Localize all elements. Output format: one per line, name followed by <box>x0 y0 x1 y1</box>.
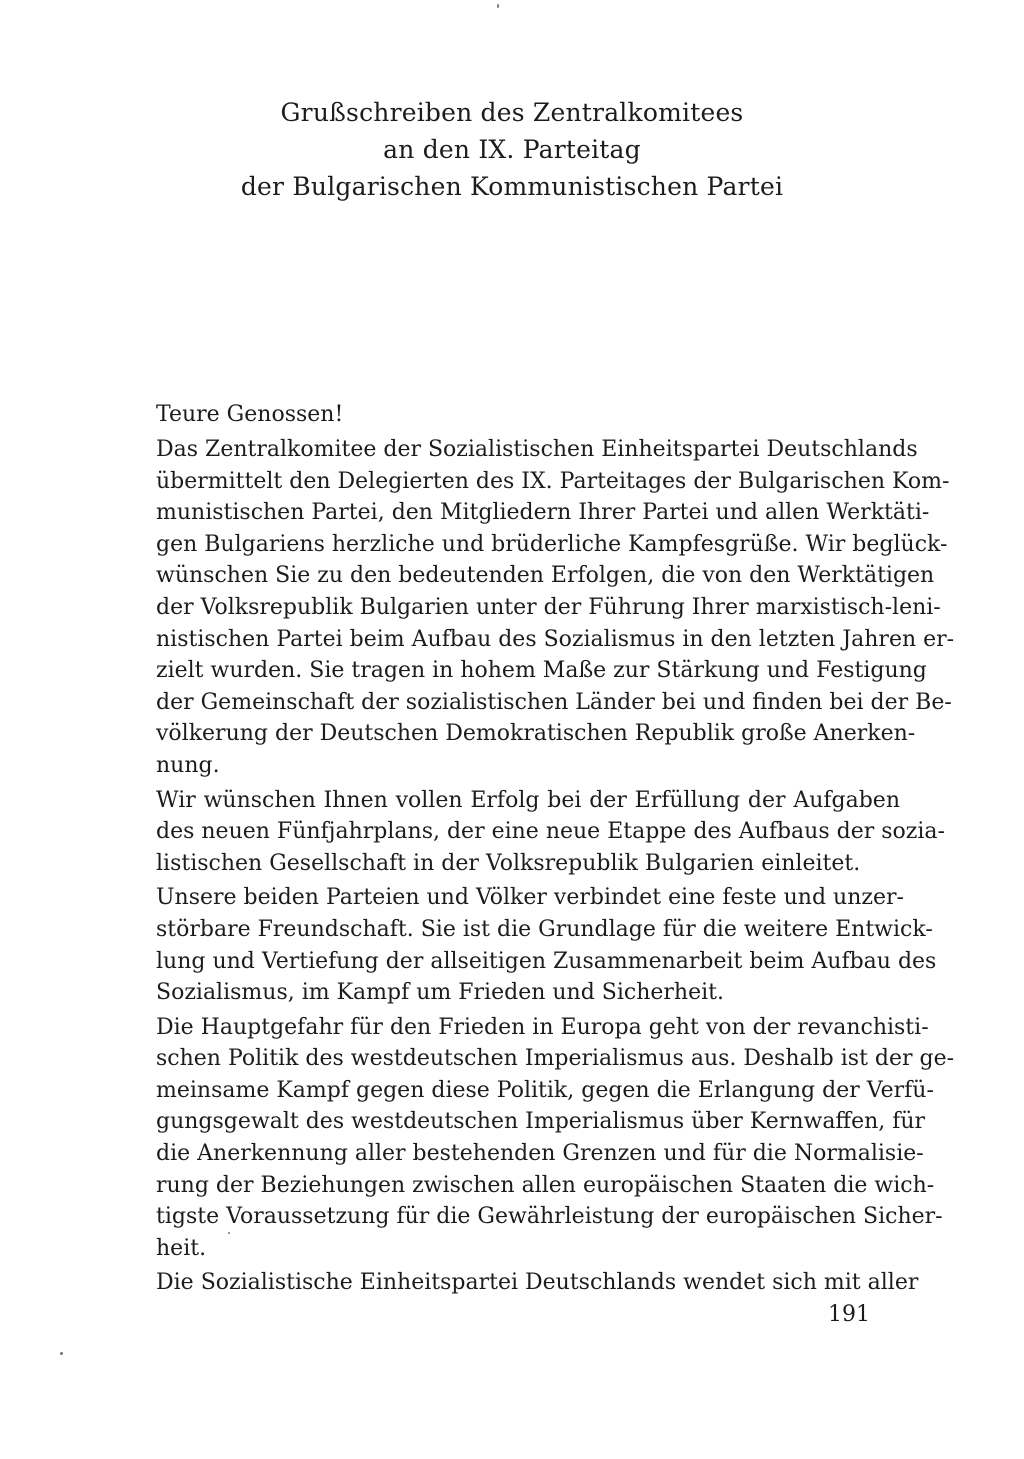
text-line: munistischen Partei, den Mitgliedern Ihrer Partei und allen Werktäti- <box>156 500 930 526</box>
page-title <box>0 94 1024 205</box>
scan-speck <box>60 1352 63 1355</box>
text-line: Das Zentralkomitee der Sozialistischen Einheitspartei Deutschlands <box>156 437 918 462</box>
text-line: lung und Vertiefung der allseitigen Zusammenarbeit beim Aufbau des <box>156 948 937 974</box>
text-line: schen Politik des westdeutschen Imperialismus aus. Deshalb ist der ge- <box>156 1046 955 1072</box>
paragraph <box>156 434 955 782</box>
text-line: tigste Voraussetzung für die Gewährleistung der europäischen Sicher- <box>156 1204 943 1230</box>
paragraph <box>156 882 937 1008</box>
text-line: heit. <box>156 1235 207 1261</box>
scan-speck <box>497 4 499 8</box>
text-line: zielt wurden. Sie tragen in hohem Maße zur Stärkung und Festigung <box>156 658 927 684</box>
salutation-text: Teure Genossen! <box>156 402 344 427</box>
text-line: Sozialismus, im Kampf um Frieden und Sicherheit. <box>156 980 724 1006</box>
text-line: rung der Beziehungen zwischen allen europäischen Staaten die wich- <box>156 1172 935 1198</box>
text-line: der Gemeinschaft der sozialistischen Länder bei und finden bei der Be- <box>156 689 952 715</box>
text-line: die Anerkennung aller bestehenden Grenzen und für die Normalisie- <box>156 1141 924 1167</box>
text-line: der Volksrepublik Bulgarien unter der Führung Ihrer marxistisch-leni- <box>156 594 941 620</box>
text-line: Unsere beiden Parteien und Völker verbindet eine feste und unzer- <box>156 885 904 911</box>
text-line: meinsame Kampf gegen diese Politik, gegen die Erlangung der Verfü- <box>156 1077 934 1103</box>
title-line: der Bulgarischen Kommunistischen Partei <box>240 172 784 201</box>
text-line: des neuen Fünfjahrplans, der eine neue Etappe des Aufbaus der sozia- <box>156 819 945 845</box>
page-number: 191 <box>828 1302 870 1327</box>
text-line: listischen Gesellschaft in der Volksrepublik Bulgarien einleitet. <box>156 850 861 876</box>
title-line: Grußschreiben des Zentralkomitees <box>280 98 744 127</box>
text-line: Die Sozialistische Einheitspartei Deutschlands wendet sich mit aller <box>156 1270 919 1296</box>
text-line: Wir wünschen Ihnen vollen Erfolg bei der Erfüllung der Aufgaben <box>156 787 900 813</box>
text-line: gen Bulgariens herzliche und brüderliche Kampfesgrüße. Wir beglück- <box>156 531 948 557</box>
paragraph <box>156 785 945 880</box>
paragraph <box>156 1267 919 1299</box>
text-line: nung. <box>156 752 220 778</box>
text-line: übermittelt den Delegierten des IX. Parteitages der Bulgarischen Kom- <box>156 468 950 494</box>
letter-body <box>156 434 955 1299</box>
salutation <box>156 399 900 431</box>
text-line: gungsgewalt des westdeutschen Imperialismus über Kernwaffen, für <box>156 1109 926 1135</box>
paragraph <box>156 1012 955 1265</box>
scan-speck <box>228 1232 230 1234</box>
title-line: an den IX. Parteitag <box>383 135 641 164</box>
text-line: nistischen Partei beim Aufbau des Sozialismus in den letzten Jahren er- <box>156 626 955 652</box>
text-line: wünschen Sie zu den bedeutenden Erfolgen, die von den Werktätigen <box>156 563 935 589</box>
text-line: völkerung der Deutschen Demokratischen Republik große Anerken- <box>156 721 916 747</box>
text-line: Die Hauptgefahr für den Frieden in Europa geht von der revanchisti- <box>156 1014 929 1040</box>
text-line: störbare Freundschaft. Sie ist die Grundlage für die weitere Entwick- <box>156 916 933 942</box>
